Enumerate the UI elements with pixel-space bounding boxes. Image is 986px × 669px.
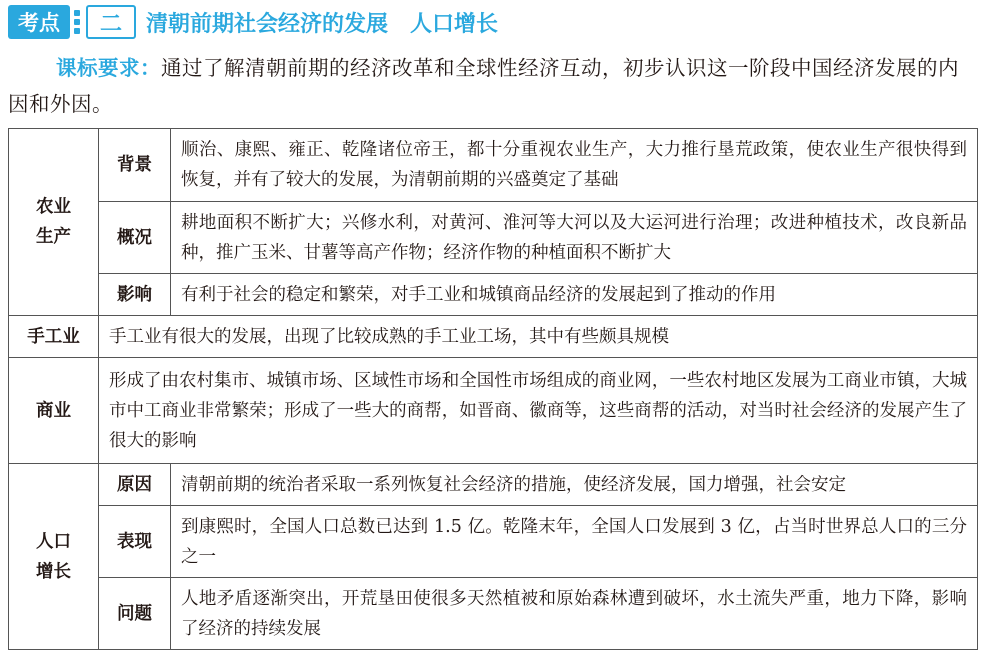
category-handicraft: 手工业 [9, 316, 99, 358]
row-label: 表现 [99, 506, 171, 578]
category-commerce: 商业 [9, 358, 99, 464]
category-agriculture: 农业生产 [9, 129, 99, 316]
curriculum-requirement [8, 50, 978, 122]
exam-point-tag: 考点 [8, 5, 70, 39]
table-row [9, 506, 978, 578]
row-label: 背景 [99, 129, 171, 202]
tag-divider-dots [74, 10, 80, 34]
section-title: 清朝前期社会经济的发展 人口增长 [146, 12, 499, 37]
row-text: 形成了由农村集市、城镇市场、区域性市场和全国性市场组成的商业网，一些农村地区发展为工商业市镇，大城市中工商业非常繁荣；形成了一些大的商帮，如晋商、徽商等，这些商帮的活动，对当时社会经济的发展产生了很大的影响 [99, 358, 978, 464]
row-text: 顺治、康熙、雍正、乾隆诸位帝王，都十分重视农业生产，大力推行垦荒政策，使农业生产很快得到恢复，并有了较大的发展，为清朝前期的兴盛奠定了基础 [171, 129, 978, 202]
category-population: 人口增长 [9, 464, 99, 650]
table-row [9, 464, 978, 506]
table-row [9, 129, 978, 202]
requirement-text: 通过了解清朝前期的经济改革和全球性经济互动，初步认识这一阶段中国经济发展的内因和外因。 [8, 56, 959, 116]
row-text: 清朝前期的统治者采取一系列恢复社会经济的措施，使经济发展，国力增强，社会安定 [171, 464, 978, 506]
section-header [8, 5, 548, 39]
row-text: 有利于社会的稳定和繁荣，对手工业和城镇商品经济的发展起到了推动的作用 [171, 274, 978, 316]
row-text: 手工业有很大的发展，出现了比较成熟的手工业工场，其中有些颇具规模 [99, 316, 978, 358]
row-label: 问题 [99, 578, 171, 650]
economy-summary-table [8, 128, 978, 650]
table-row [9, 202, 978, 274]
table-row [9, 274, 978, 316]
table-row [9, 316, 978, 358]
table-row [9, 578, 978, 650]
row-text: 耕地面积不断扩大；兴修水利，对黄河、淮河等大河以及大运河进行治理；改进种植技术，改良新品种，推广玉米、甘薯等高产作物；经济作物的种植面积不断扩大 [171, 202, 978, 274]
row-text: 人地矛盾逐渐突出，开荒垦田使很多天然植被和原始森林遭到破坏，水土流失严重，地力下降，影响了经济的持续发展 [171, 578, 978, 650]
row-label: 原因 [99, 464, 171, 506]
exam-point-number: 二 [86, 5, 136, 39]
row-label: 概况 [99, 202, 171, 274]
table-row [9, 358, 978, 464]
row-text: 到康熙时，全国人口总数已达到 1.5 亿。乾隆末年，全国人口发展到 3 亿，占当时世界总人口的三分之一 [171, 506, 978, 578]
requirement-label: 课标要求： [56, 56, 161, 80]
row-label: 影响 [99, 274, 171, 316]
